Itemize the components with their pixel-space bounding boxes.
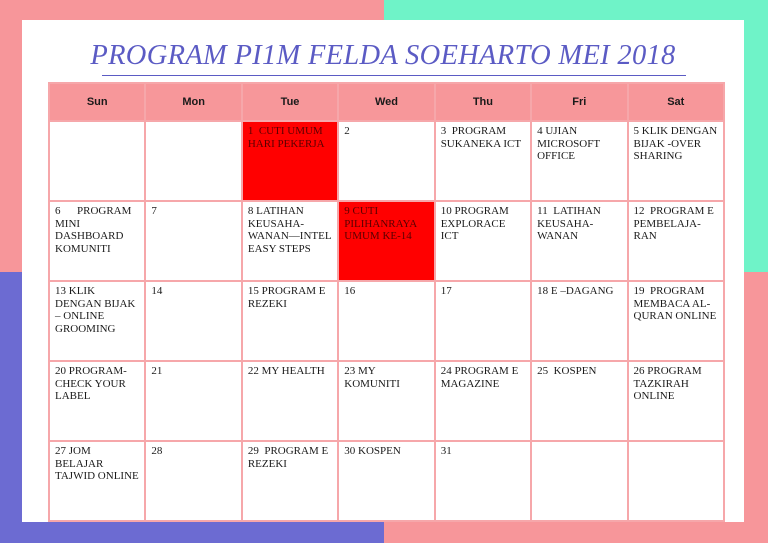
event-label: 4 UJIAN MICROSOFT OFFICE — [537, 125, 603, 163]
day-cell-fri — [531, 121, 627, 201]
week-row — [49, 361, 724, 441]
holiday-label: 9 CUTI PILIHANRAYA UMUM KE-14 — [344, 205, 420, 243]
day-cell-thu — [435, 281, 531, 361]
day-cell-tue — [242, 361, 338, 441]
event-label: 8 LATIHAN KEUSAHA-WANAN—INTEL EASY STEPS — [247, 205, 334, 255]
day-cell-sat — [628, 121, 724, 201]
event-label: 27 JOM BELAJAR TAJWID ONLINE — [55, 445, 139, 483]
day-cell-thu — [435, 441, 531, 521]
event-label: 25 KOSPEN — [537, 365, 597, 377]
holiday-label: 1 CUTI UMUM HARI PEKERJA — [247, 125, 326, 150]
event-label: 5 KLIK DENGAN BIJAK -OVER SHARING — [633, 125, 720, 163]
day-cell-tue — [242, 201, 338, 281]
week-row — [49, 121, 724, 201]
week-row — [49, 281, 724, 361]
day-cell-thu — [435, 201, 531, 281]
event-label: 21 — [151, 365, 163, 377]
day-header-wed: Wed — [338, 83, 434, 121]
page-title: PROGRAM PI1M FELDA SOEHARTO MEI 2018 — [90, 40, 676, 71]
day-cell-tue — [242, 281, 338, 361]
calendar-body — [49, 121, 724, 521]
event-label: 30 KOSPEN — [344, 445, 401, 457]
day-cell-wed — [338, 201, 434, 281]
event-label: 12 PROGRAM E PEMBELAJA-RAN — [633, 205, 717, 243]
day-cell-mon — [145, 361, 241, 441]
day-cell-fri — [531, 361, 627, 441]
event-label: 31 — [440, 445, 452, 457]
event-label: 20 PROGRAM-CHECK YOUR LABEL — [55, 365, 129, 403]
event-label: 29 PROGRAM E REZEKI — [247, 445, 331, 470]
day-cell-thu — [435, 121, 531, 201]
day-cell-wed — [338, 441, 434, 521]
day-cell-fri — [531, 281, 627, 361]
event-label: 18 E –DAGANG — [537, 285, 614, 297]
event-label: 24 PROGRAM E MAGAZINE — [440, 365, 522, 390]
day-header-sat: Sat — [628, 83, 724, 121]
day-cell-fri — [531, 441, 627, 521]
day-cell-mon — [145, 441, 241, 521]
calendar-page — [22, 20, 744, 522]
day-header-sun: Sun — [49, 83, 145, 121]
day-cell-mon — [145, 121, 241, 201]
day-header-tue: Tue — [242, 83, 338, 121]
day-cell-mon — [145, 281, 241, 361]
day-header-mon: Mon — [145, 83, 241, 121]
event-label: 28 — [151, 445, 163, 457]
day-cell-sat — [628, 201, 724, 281]
event-label: 2 — [344, 125, 350, 137]
day-cell-mon — [145, 201, 241, 281]
day-cell-tue — [242, 441, 338, 521]
day-header-fri: Fri — [531, 83, 627, 121]
day-cell-wed — [338, 121, 434, 201]
event-label: 16 — [344, 285, 356, 297]
event-label: 14 — [151, 285, 163, 297]
event-label: 26 PROGRAM TAZKIRAH ONLINE — [633, 365, 705, 403]
day-cell-tue — [242, 121, 338, 201]
event-label: 17 — [440, 285, 452, 297]
day-cell-sat — [628, 281, 724, 361]
event-label: 11 LATIHAN KEUSAHA-WANAN — [537, 205, 604, 243]
day-cell-sun — [49, 361, 145, 441]
event-label: 7 — [151, 205, 157, 217]
title-underline — [102, 75, 686, 76]
day-cell-sun — [49, 441, 145, 521]
day-cell-sun — [49, 121, 145, 201]
day-cell-sun — [49, 281, 145, 361]
event-label: 13 KLIK DENGAN BIJAK – ONLINE GROOMING — [55, 285, 139, 335]
day-cell-wed — [338, 361, 434, 441]
event-label: 10 PROGRAM EXPLORACE ICT — [440, 205, 512, 243]
week-row — [49, 201, 724, 281]
day-cell-sun — [49, 201, 145, 281]
event-label: 19 PROGRAM MEMBACA AL-QURAN ONLINE — [633, 285, 717, 323]
day-cell-fri — [531, 201, 627, 281]
weekday-header-row — [49, 83, 724, 121]
day-cell-sat — [628, 361, 724, 441]
event-label: 22 MY HEALTH — [247, 365, 325, 377]
event-label: 15 PROGRAM E REZEKI — [247, 285, 329, 310]
day-cell-sat — [628, 441, 724, 521]
week-row — [49, 441, 724, 521]
event-label: 6 PROGRAM MINI DASHBOARD KOMUNITI — [55, 205, 135, 255]
event-label: 3 PROGRAM SUKANEKA ICT — [440, 125, 522, 150]
day-header-thu: Thu — [435, 83, 531, 121]
day-cell-wed — [338, 281, 434, 361]
event-label: 23 MY KOMUNITI — [344, 365, 400, 390]
calendar-table — [48, 82, 725, 522]
day-cell-thu — [435, 361, 531, 441]
